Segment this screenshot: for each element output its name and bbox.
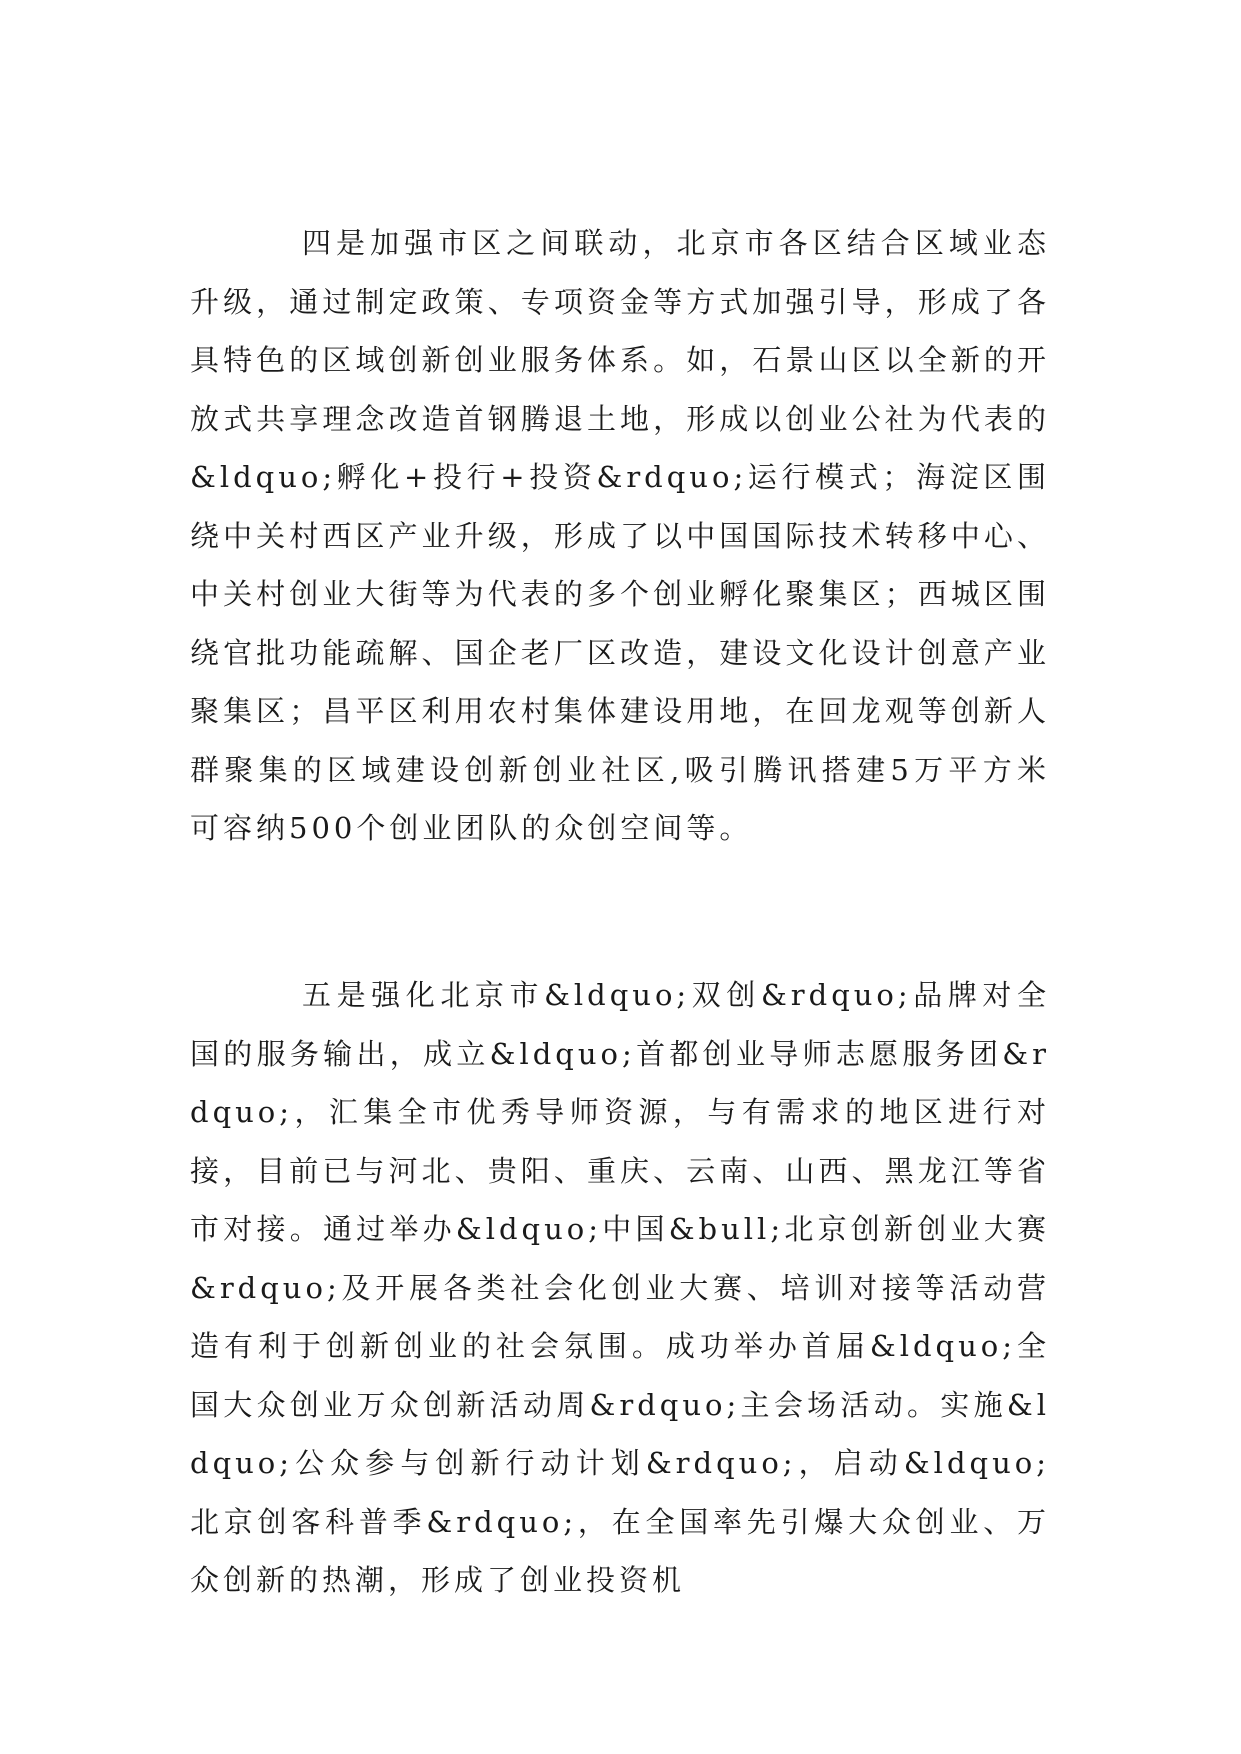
body-paragraph: 四是加强市区之间联动，北京市各区结合区域业态升级，通过制定政策、专项资金等方式加强引导，形成了各具特色的区域创新创业服务体系。如，石景山区以全新的开放式共享理念改造首钢腾退土地，形成以创业公社为代表的&ldquo;孵化+投行+投资&rdquo;运行模式；海淀区围绕中关村西区产业升级，形成了以中国国际技术转移中心、中关村创业大街等为代表的多个创业孵化聚集区；西城区围绕官批功能疏解、国企老厂区改造，建设文化设计创意产业聚集区；昌平区利用农村集体建设用地，在回龙观等创新人群聚集的区域建设创新创业社区,吸引腾讯搭建5万平方米可容纳500个创业团队的众创空间等。 xyxy=(190,226,1050,845)
body-paragraph: 五是强化北京市&ldquo;双创&rdquo;品牌对全国的服务输出，成立&ldquo;首都创业导师志愿服务团&rdquo;，汇集全市优秀导师资源，与有需求的地区进行对接，目前已与河北、贵阳、重庆、云南、山西、黑龙江等省市对接。通过举办&ldquo;中国&bull;北京创新创业大赛&rdquo;及开展各类社会化创业大赛、培训对接等活动营造有利于创新创业的社会氛围。成功举办首届&ldquo;全国大众创业万众创新活动周&rdquo;主会场活动。实施&ldquo;公众参与创新行动计划&rdquo;，启动&ldquo;北京创客科普季&rdquo;，在全国率先引爆大众创业、万众创新的热潮，形成了创业投资机 xyxy=(190,978,1050,1597)
